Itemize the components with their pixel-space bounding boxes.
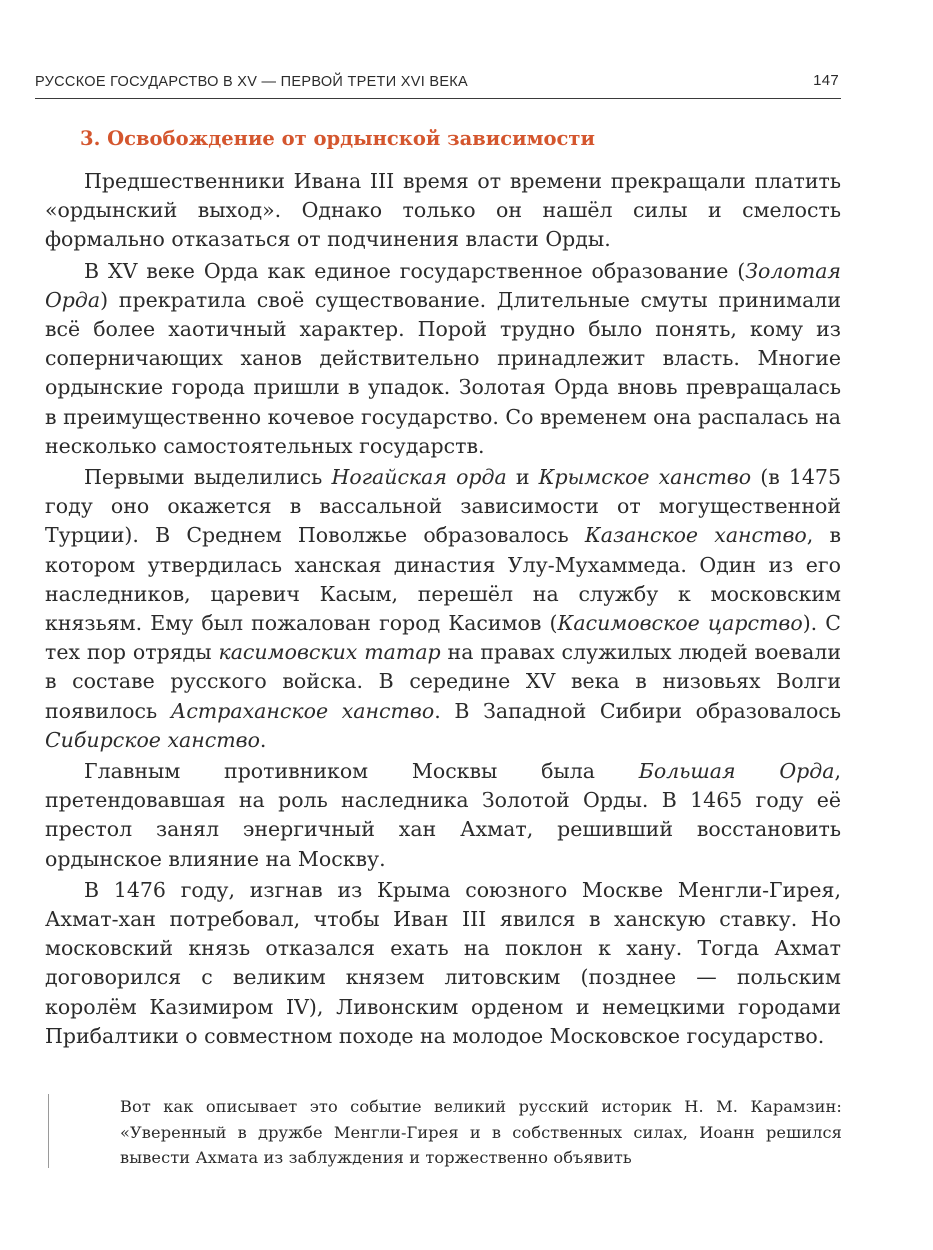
term-nogai-horde: Ногайская орда — [331, 465, 507, 490]
text-run: В XV веке Орда как единое государственное образование ( — [84, 258, 746, 283]
paragraph-1: Предшественники Ивана III время от времени прекращали платить «ордынский выход». Однако только он нашёл силы и смелость формально отказаться от подчинения власти Орды. — [45, 169, 841, 252]
running-title: РУССКОЕ ГОСУДАРСТВО В XV — ПЕРВОЙ ТРЕТИ XVI ВЕКА — [35, 74, 469, 90]
text-run: Главным противником Москвы была — [84, 759, 639, 784]
main-text — [45, 167, 841, 1051]
paragraph-3 — [45, 463, 841, 755]
text-run: , в котором утвердилась ханская династия Улу-Мухаммеда. Один из его наследников, царевич Касым, перешёл на службу к московским князьям. Ему был пожалован город Касимов ( — [45, 523, 841, 636]
term-siberian-khanate: Сибирское ханство — [45, 727, 260, 752]
text-run: ) прекратила своё существование. Длительные смуты принимали всё более хаотичный характер. Порой трудно было понять, кому из соперничающих ханов действительно принадлежит власть. Многие ордынские города пришли в упадок. Золотая Орда вновь превращалась в преимущественно кочевое государство. Со временем она распалась на несколько самостоятельных государств. — [45, 287, 841, 458]
text-run: на правах служилых людей воевали в составе русского войска. В середине XV века в низовьях Волги появилось — [45, 640, 841, 723]
page-number: 147 — [813, 72, 839, 89]
text-run: Первыми выделились — [84, 465, 332, 490]
paragraph-4 — [45, 757, 841, 874]
text-run: . — [259, 727, 267, 752]
text-run: . В Западной Сибири образовалось — [434, 698, 841, 723]
term-crimean-khanate: Крымское ханство — [538, 465, 752, 490]
term-golden-horde: Золотая Орда — [45, 258, 841, 312]
term-kasimov-tatars: касимовских татар — [218, 640, 441, 665]
text-run: ). С тех пор отряды — [45, 611, 841, 665]
paragraph-2 — [45, 257, 841, 461]
term-astrakhan-khanate: Астраханское ханство — [170, 698, 435, 723]
section-title: 3. Освобождение от ордынской зависимости — [80, 127, 595, 150]
term-kazan-khanate: Казанское ханство — [584, 523, 807, 548]
paragraph-5: В 1476 году, изгнав из Крыма союзного Москве Менгли-Гирея, Ахмат-хан потребовал, чтобы Иван III явился в ханскую ставку. Но московский князь отказался ехать на поклон к хану. Тогда Ахмат договорился с великим князем литовским (позднее — польским королём Казимиром IV), Ливонским орденом и немецкими городами Прибалтики о совместном походе на молодое Московское государство. — [45, 877, 841, 1048]
running-header — [35, 72, 841, 99]
term-great-horde: Большая Орда — [638, 759, 835, 784]
quote-text: Вот как описывает это событие великий русский историк Н. М. Карамзин: «Уверенный в дружбе Менгли-Гирея и в собственных силах, Иоанн решился вывести Ахмата из заблуждения и торжественно объявить — [120, 1097, 842, 1167]
text-run: , претендовавшая на роль наследника Золотой Орды. В 1465 году её престол занял энергичный хан Ахмат, решивший восстановить ордынское влияние на Москву. — [45, 759, 842, 871]
term-kasimov-tsardom: Касимовское царство — [557, 611, 803, 636]
quote-block — [48, 1094, 842, 1168]
text-run: и — [506, 465, 539, 490]
text-run: (в 1475 году оно окажется в вассальной зависимости от могущественной Турции). В Среднем Поволжье образовалось — [45, 465, 842, 548]
